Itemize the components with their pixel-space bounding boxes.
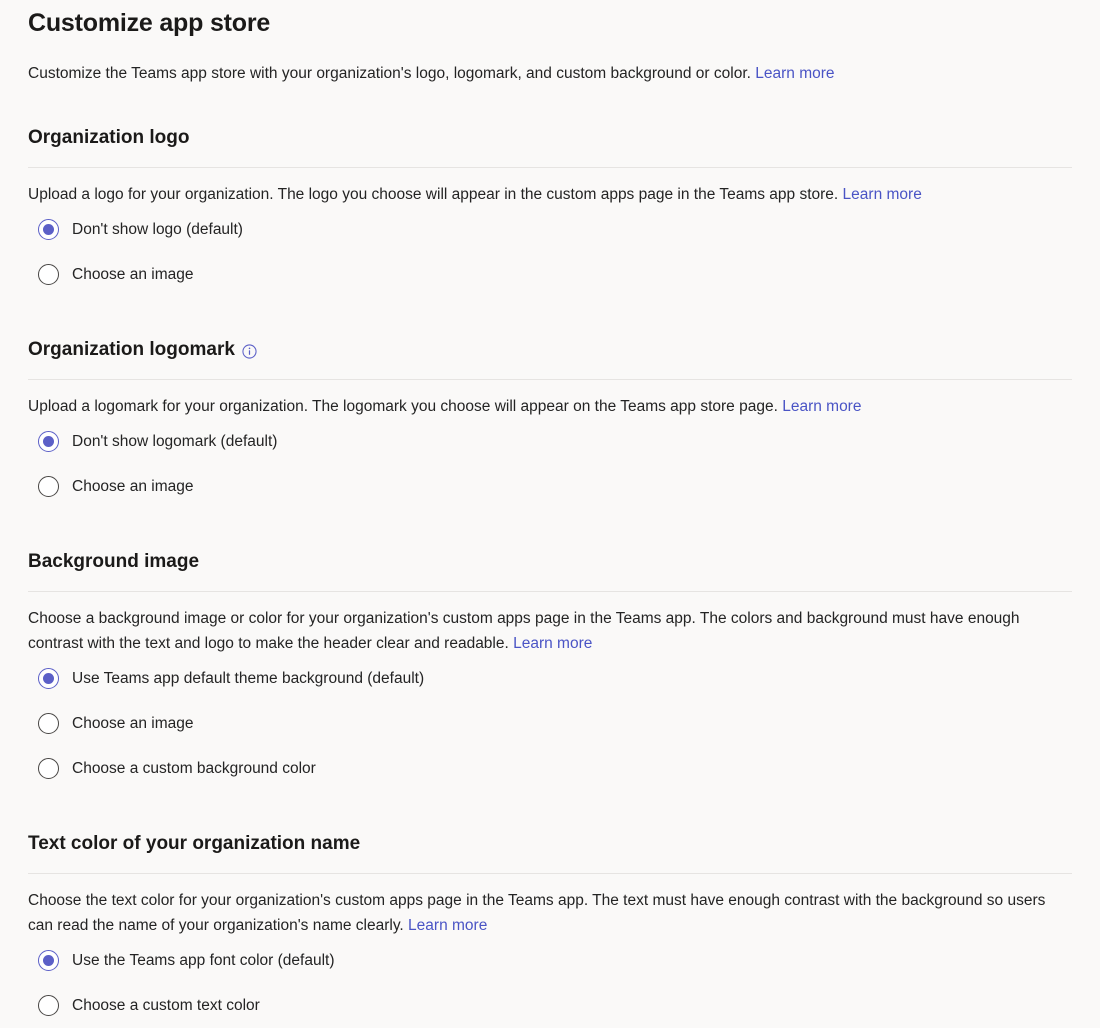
radio-option-custom-background-color[interactable] bbox=[28, 746, 1072, 791]
section-organization-logo bbox=[28, 125, 1072, 297]
radio-button-icon[interactable] bbox=[38, 950, 59, 971]
page-description-learn-more-link[interactable]: Learn more bbox=[755, 65, 835, 82]
section-description-background-image bbox=[28, 606, 1050, 656]
radio-button-icon[interactable] bbox=[38, 668, 59, 689]
section-divider bbox=[28, 379, 1072, 380]
radio-option-choose-an-image[interactable] bbox=[28, 464, 1072, 509]
section-title-organization-logomark bbox=[28, 337, 1072, 363]
radio-option-label: Choose an image bbox=[72, 265, 194, 283]
section-divider bbox=[28, 873, 1072, 874]
section-learn-more-link[interactable]: Learn more bbox=[513, 635, 593, 652]
radio-group-text-color bbox=[28, 938, 1072, 1028]
radio-option-label: Use the Teams app font color (default) bbox=[72, 951, 335, 969]
radio-option-label: Choose a custom text color bbox=[72, 996, 260, 1014]
radio-group-background-image bbox=[28, 656, 1072, 791]
radio-option-label: Use Teams app default theme background (default) bbox=[72, 669, 425, 687]
section-description-text-color bbox=[28, 888, 1050, 938]
section-learn-more-link[interactable]: Learn more bbox=[842, 186, 922, 203]
radio-button-icon[interactable] bbox=[38, 431, 59, 452]
radio-button-icon[interactable] bbox=[38, 995, 59, 1016]
radio-group-organization-logo bbox=[28, 207, 1072, 297]
radio-option-dont-show-logomark[interactable] bbox=[28, 419, 1072, 464]
radio-button-icon[interactable] bbox=[38, 264, 59, 285]
section-title-text: Organization logo bbox=[28, 127, 190, 148]
page-title: Customize app store bbox=[28, 9, 271, 37]
radio-option-choose-an-image[interactable] bbox=[28, 701, 1072, 746]
radio-option-custom-text-color[interactable] bbox=[28, 983, 1072, 1028]
radio-button-icon[interactable] bbox=[38, 476, 59, 497]
section-title-text: Text color of your organization name bbox=[28, 833, 361, 854]
radio-option-label: Choose a custom background color bbox=[72, 759, 316, 777]
section-learn-more-link[interactable]: Learn more bbox=[408, 917, 488, 934]
info-icon[interactable] bbox=[242, 344, 257, 359]
section-title-text: Background image bbox=[28, 551, 200, 572]
section-description-organization-logomark bbox=[28, 394, 1050, 419]
radio-option-choose-an-image[interactable] bbox=[28, 252, 1072, 297]
radio-option-teams-app-font-color[interactable] bbox=[28, 938, 1072, 983]
section-text-color bbox=[28, 831, 1072, 1028]
radio-button-icon[interactable] bbox=[38, 219, 59, 240]
section-divider bbox=[28, 167, 1072, 168]
section-divider bbox=[28, 591, 1072, 592]
section-learn-more-link[interactable]: Learn more bbox=[782, 398, 862, 415]
section-title-organization-logo bbox=[28, 125, 1072, 151]
page-description bbox=[28, 63, 1072, 85]
radio-option-label: Choose an image bbox=[72, 477, 194, 495]
radio-option-label: Don't show logomark (default) bbox=[72, 432, 278, 450]
radio-group-organization-logomark bbox=[28, 419, 1072, 509]
section-title-text-color bbox=[28, 831, 1072, 857]
page-description-text: Customize the Teams app store with your organization's logo, logomark, and custom background or color. bbox=[28, 65, 756, 82]
radio-option-dont-show-logo[interactable] bbox=[28, 207, 1072, 252]
radio-button-icon[interactable] bbox=[38, 758, 59, 779]
section-organization-logomark bbox=[28, 337, 1072, 509]
section-description-text: Choose a background image or color for your organization's custom apps page in the Teams app. The colors and background must have enough contrast with the text and logo to make the header clear and readable. bbox=[28, 610, 1020, 652]
section-title-background-image bbox=[28, 549, 1072, 575]
radio-option-default-theme-background[interactable] bbox=[28, 656, 1072, 701]
radio-button-icon[interactable] bbox=[38, 713, 59, 734]
radio-option-label: Don't show logo (default) bbox=[72, 220, 243, 238]
section-description-text: Choose the text color for your organization's custom apps page in the Teams app. The text must have enough contrast with the background so users can read the name of your organization's name clearly. bbox=[28, 892, 1046, 934]
section-description-text: Upload a logo for your organization. The logo you choose will appear in the custom apps page in the Teams app store. bbox=[28, 186, 843, 203]
section-background-image bbox=[28, 549, 1072, 791]
radio-option-label: Choose an image bbox=[72, 714, 194, 732]
section-description-text: Upload a logomark for your organization. The logomark you choose will appear on the Teams app store page. bbox=[28, 398, 783, 415]
section-title-text: Organization logomark bbox=[28, 339, 235, 360]
section-description-organization-logo bbox=[28, 182, 1050, 207]
